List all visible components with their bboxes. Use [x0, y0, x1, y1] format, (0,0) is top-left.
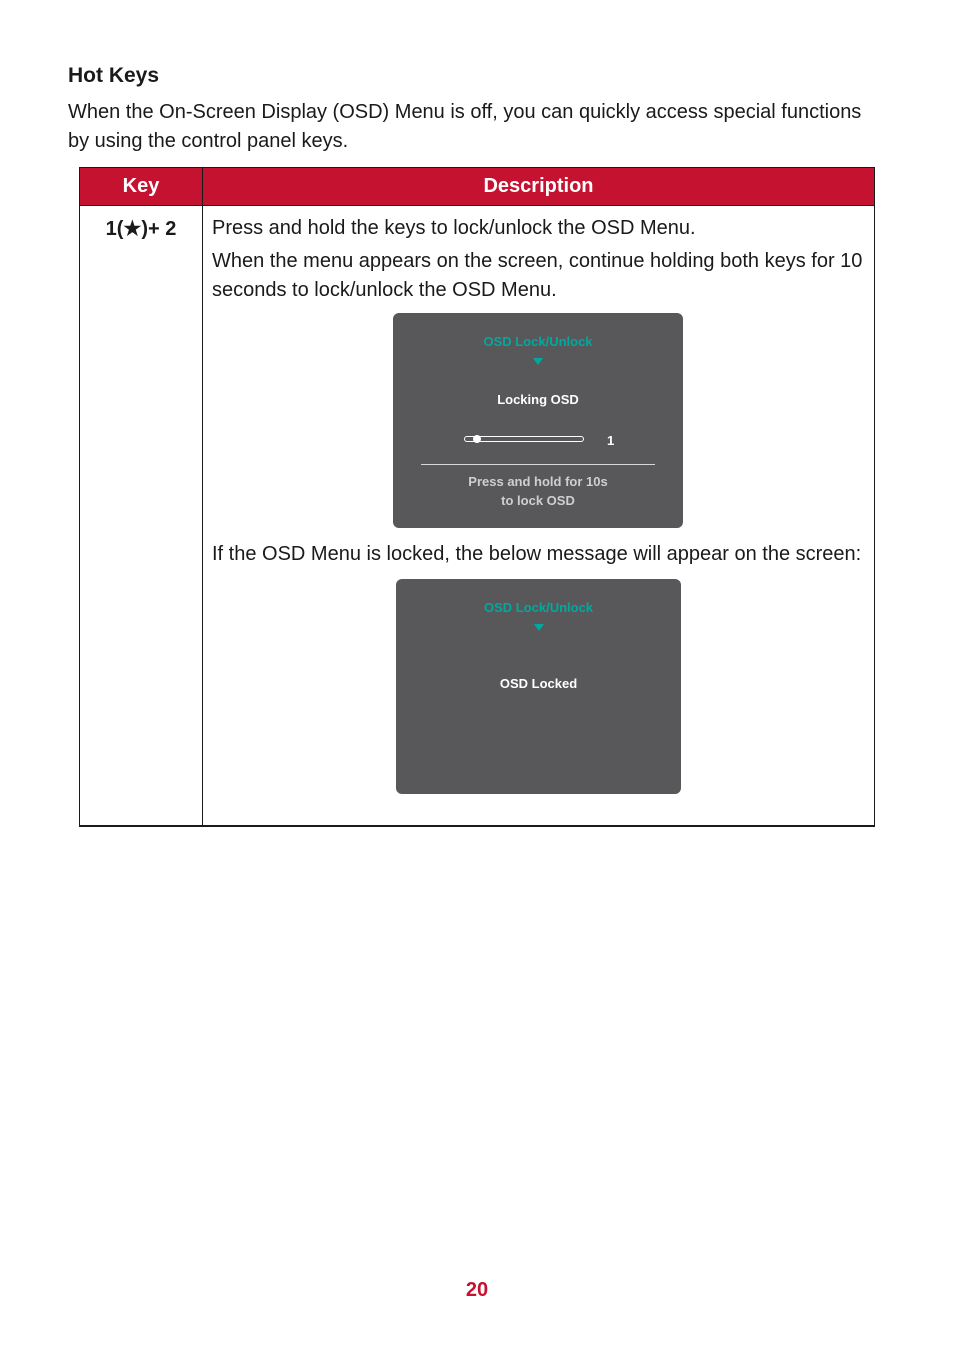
osd-note	[393, 472, 683, 510]
osd-note-line: Press and hold for 10s	[468, 474, 608, 489]
description-paragraph: If the OSD Menu is locked, the below message will appear on the screen:	[212, 543, 862, 565]
osd-locking-screen	[393, 313, 683, 528]
osd-progress-counter: 1	[607, 433, 615, 448]
osd-locked-screen	[396, 579, 681, 794]
page-number: 20	[465, 1279, 489, 1301]
triangle-down-icon	[534, 624, 544, 631]
osd-status: Locking OSD	[497, 392, 579, 407]
triangle-down-icon	[533, 358, 543, 365]
hotkeys-table	[79, 167, 875, 827]
description-paragraph: Press and hold the keys to lock/unlock the OSD Menu.	[212, 217, 696, 239]
section-title: Hot Keys	[68, 64, 160, 87]
header-key: Key	[80, 168, 203, 206]
osd-title: OSD Lock/Unlock	[483, 600, 594, 615]
description-cell	[203, 206, 875, 827]
osd-note-line: to lock OSD	[501, 493, 575, 508]
intro-paragraph: When the On-Screen Display (OSD) Menu is off, you can quickly access special functions by using the control panel keys.	[68, 101, 862, 152]
osd-progress-knob	[473, 435, 481, 443]
osd-progress-bar	[464, 436, 584, 442]
header-description: Description	[203, 168, 875, 206]
description-paragraph: When the menu appears on the screen, continue holding both keys for 10 seconds to lock/unlock the OSD Menu.	[212, 250, 863, 301]
osd-divider	[421, 464, 655, 465]
table-row	[80, 206, 875, 827]
osd-status: OSD Locked	[499, 676, 578, 691]
table-header-row	[80, 168, 875, 206]
key-combination: 1(★)+ 2	[80, 206, 203, 827]
osd-title: OSD Lock/Unlock	[483, 334, 593, 349]
